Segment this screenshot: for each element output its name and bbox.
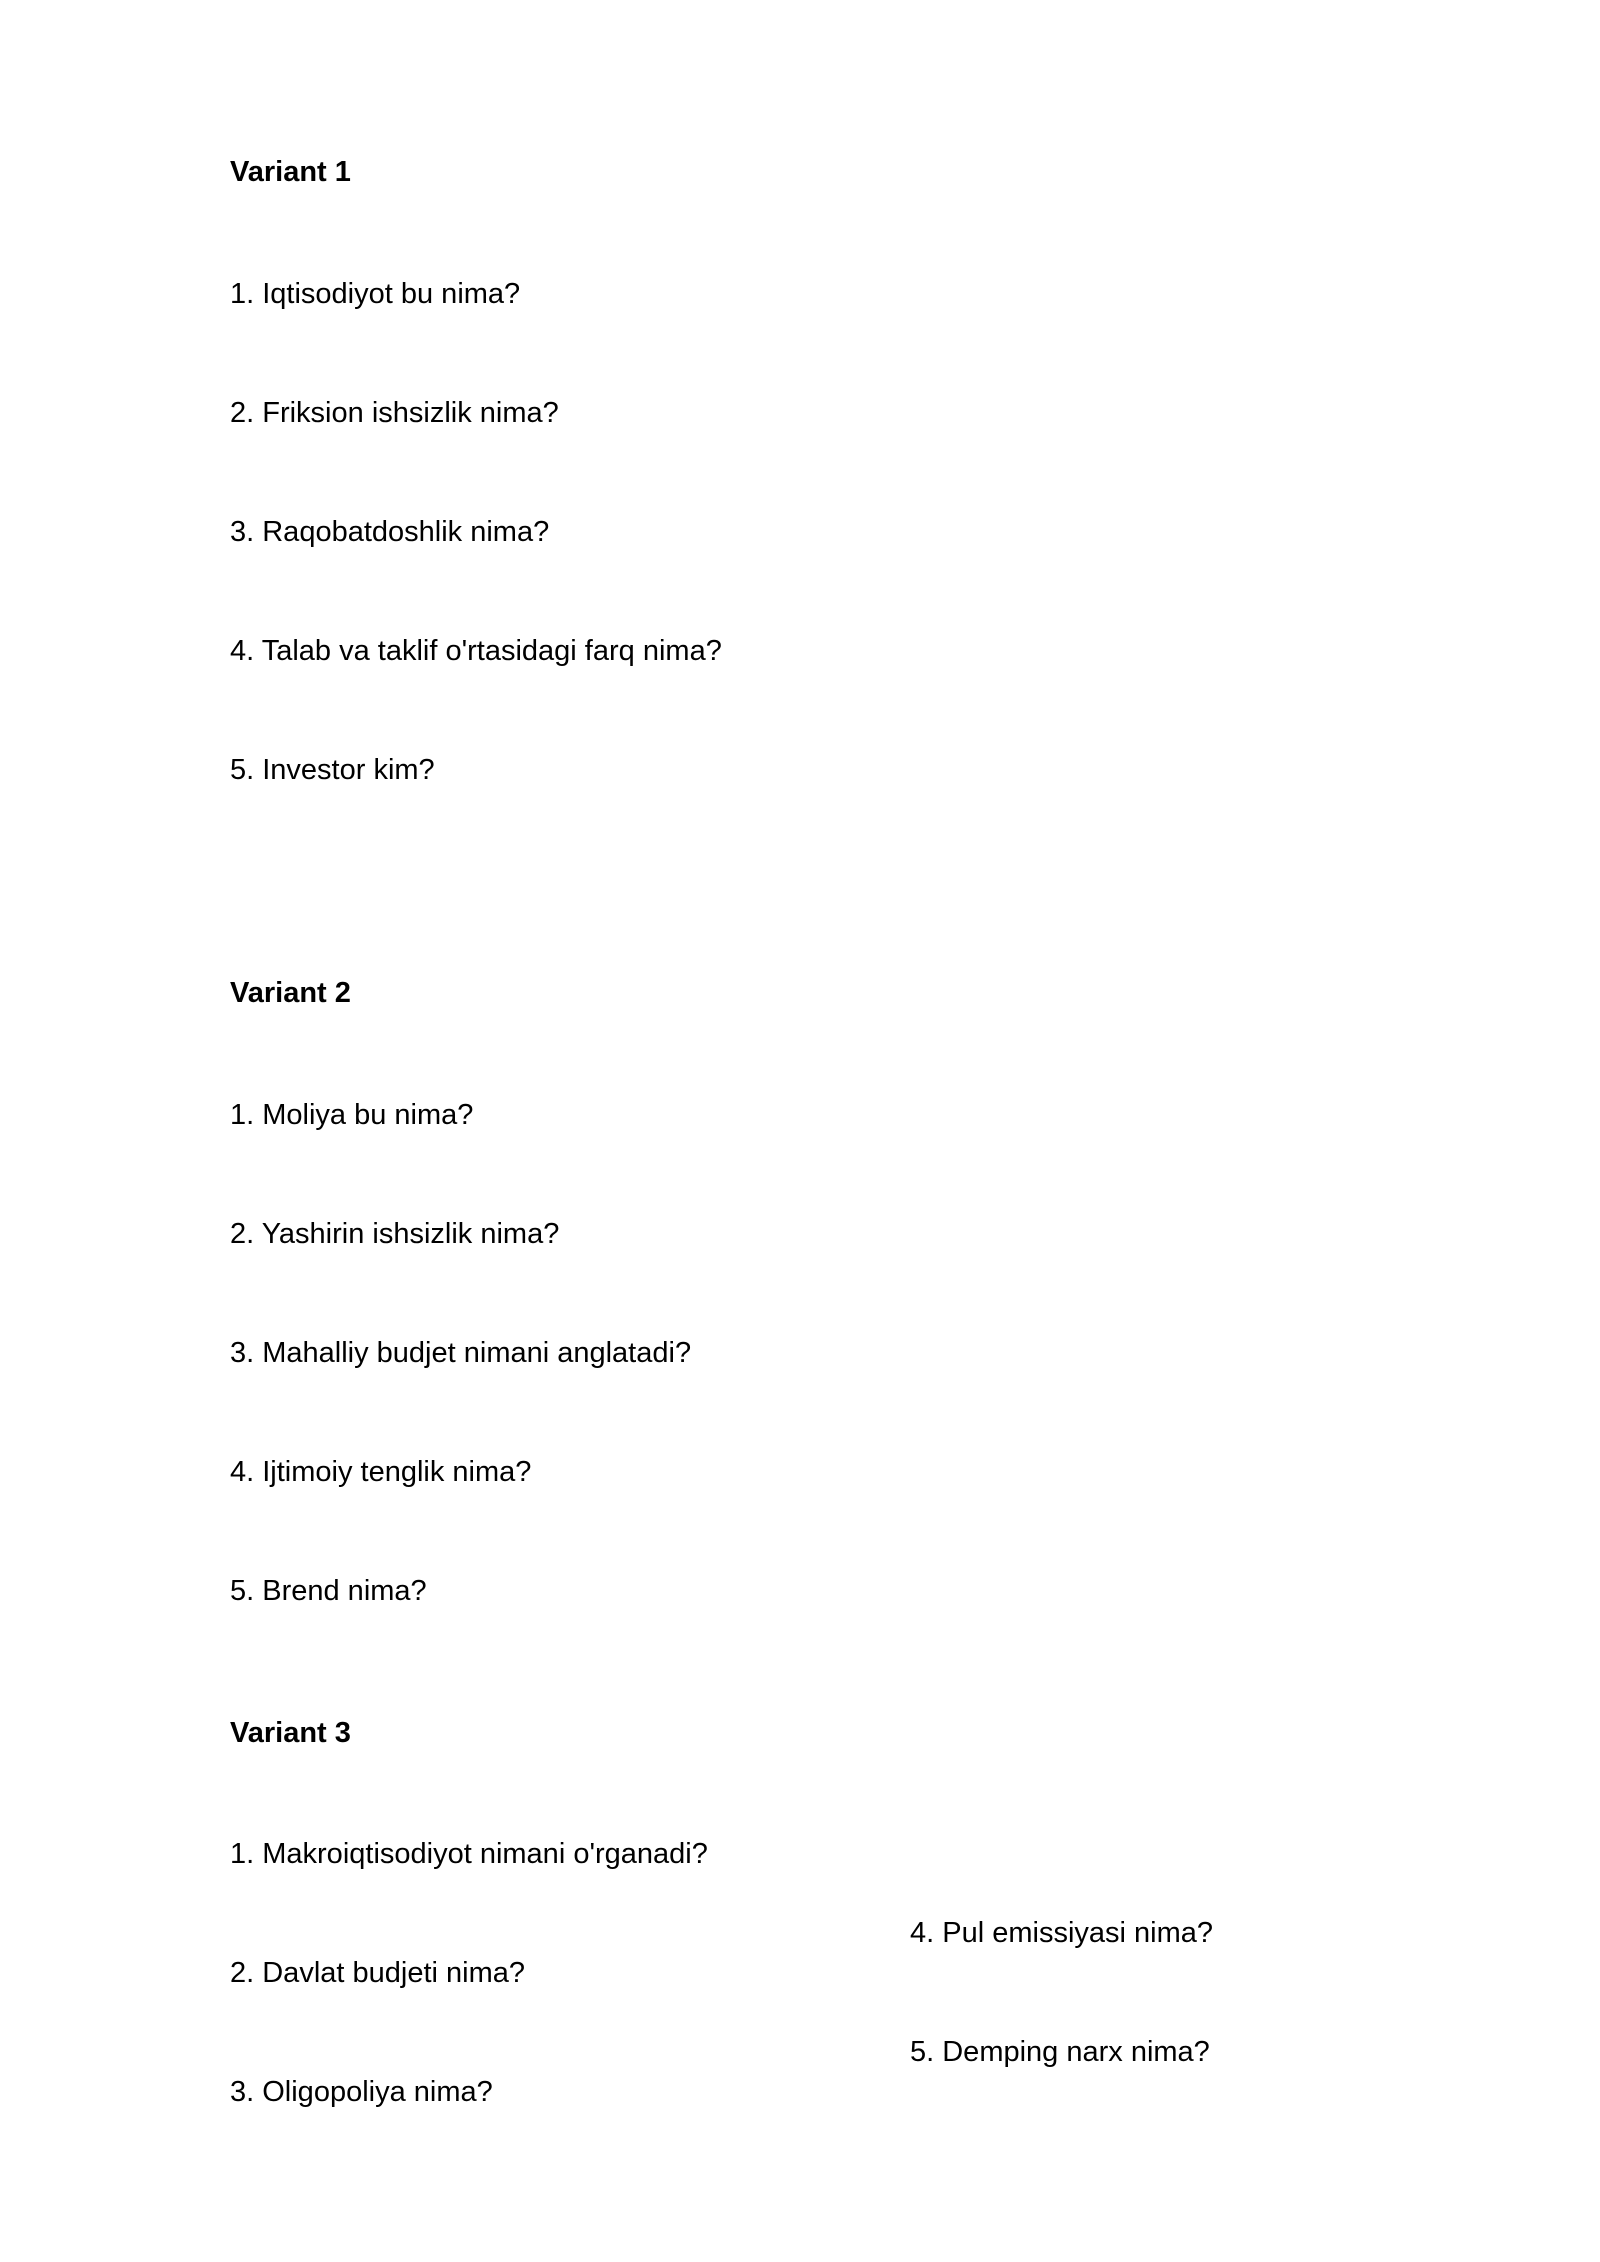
variant-1-heading: Variant 1 xyxy=(230,156,351,188)
variant-1-question-4: 4. Talab va taklif o'rtasidagi farq nima? xyxy=(230,635,722,667)
variant-2-question-5: 5. Brend nima? xyxy=(230,1575,427,1607)
variant-3-question-4: 4. Pul emissiyasi nima? xyxy=(910,1917,1213,1949)
variant-1-question-5: 5. Investor kim? xyxy=(230,754,435,786)
variant-3-heading: Variant 3 xyxy=(230,1717,351,1749)
variant-3-question-5: 5. Demping narx nima? xyxy=(910,2036,1210,2068)
variant-3-question-2: 2. Davlat budjeti nima? xyxy=(230,1957,525,1989)
variant-1-question-2: 2. Friksion ishsizlik nima? xyxy=(230,397,559,429)
variant-1-question-1: 1. Iqtisodiyot bu nima? xyxy=(230,278,521,310)
variant-3-question-1: 1. Makroiqtisodiyot nimani o'rganadi? xyxy=(230,1838,708,1870)
variant-2-heading: Variant 2 xyxy=(230,977,351,1009)
variant-2-question-1: 1. Moliya bu nima? xyxy=(230,1099,474,1131)
variant-1-question-3: 3. Raqobatdoshlik nima? xyxy=(230,516,550,548)
variant-2-question-3: 3. Mahalliy budjet nimani anglatadi? xyxy=(230,1337,692,1369)
variant-2-question-4: 4. Ijtimoiy tenglik nima? xyxy=(230,1456,532,1488)
variant-3-question-3: 3. Oligopoliya nima? xyxy=(230,2076,493,2108)
variant-2-question-2: 2. Yashirin ishsizlik nima? xyxy=(230,1218,560,1250)
